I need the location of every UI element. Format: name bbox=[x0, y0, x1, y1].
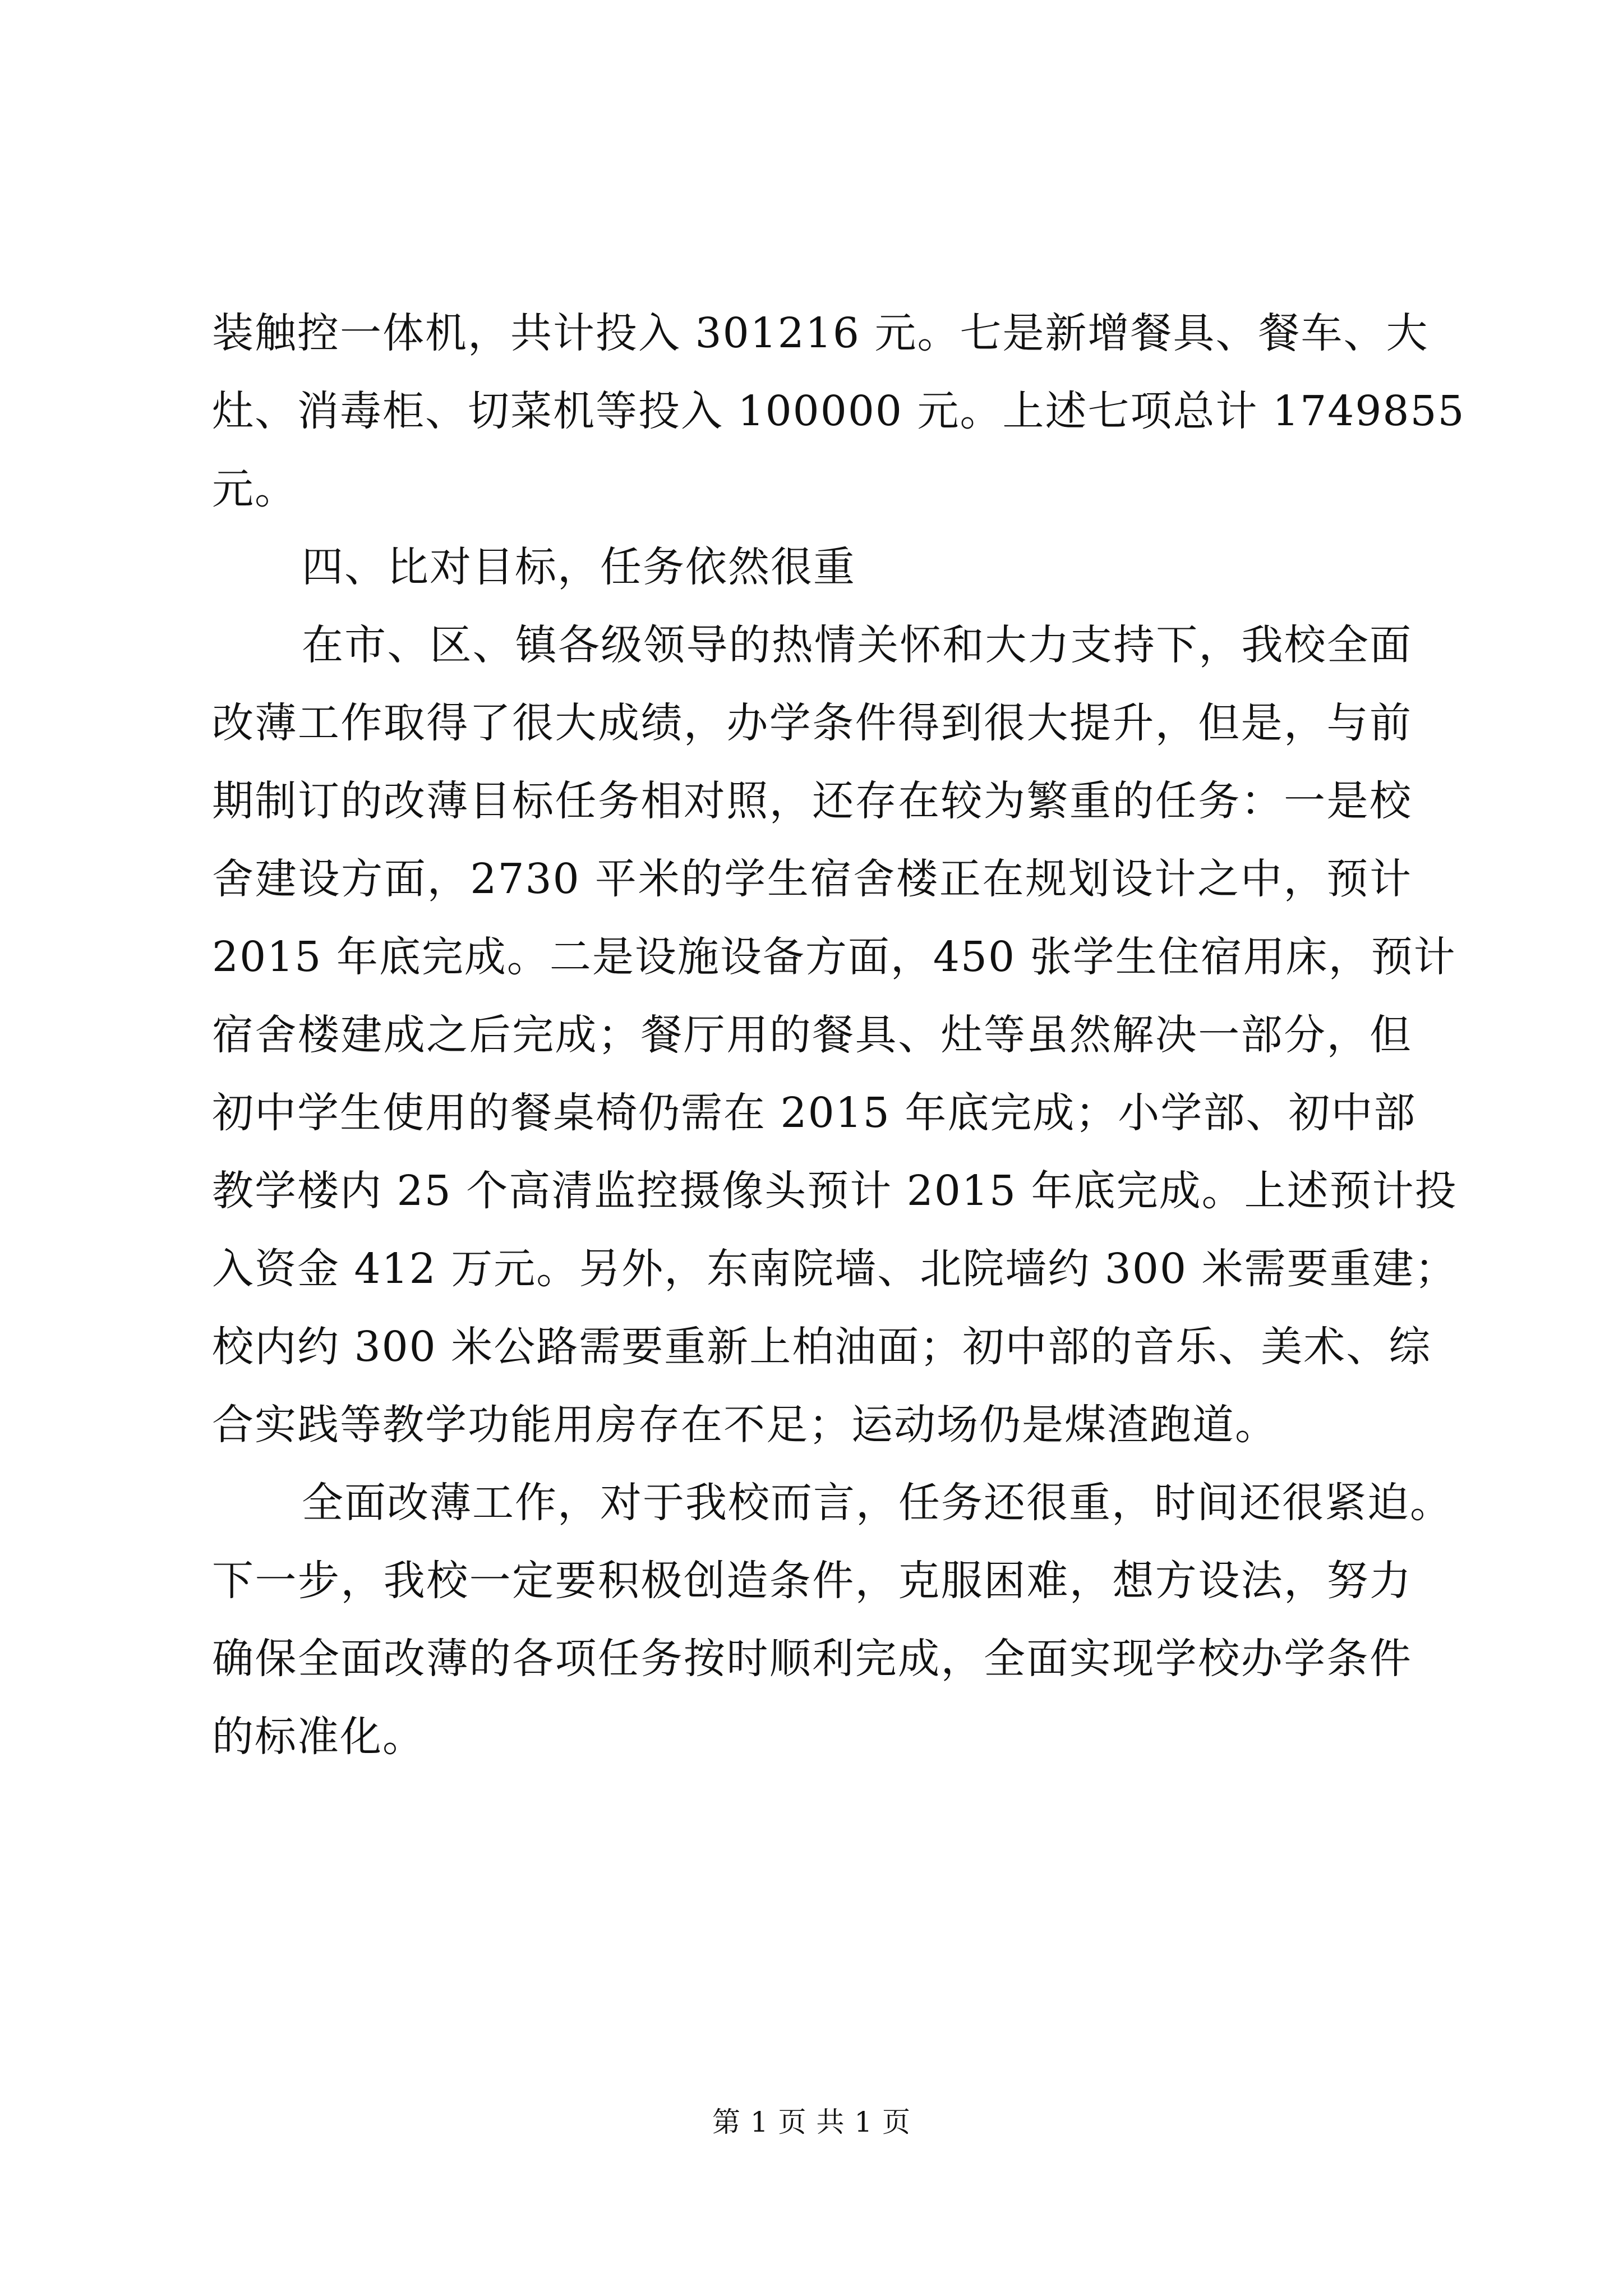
text-line: 确保全面改薄的各项任务按时顺利完成，全面实现学校办学条件 bbox=[212, 1635, 1412, 1683]
text-line: 灶、消毒柜、切菜机等投入 100000 元。上述七项总计 1749855 bbox=[212, 387, 1465, 435]
text-line: 装触控一体机，共计投入 301216 元。七是新增餐具、餐车、大 bbox=[212, 309, 1429, 357]
text-line: 全面改薄工作，对于我校而言，任务还很重，时间还很紧迫。 bbox=[302, 1479, 1453, 1527]
text-line: 入资金 412 万元。另外，东南院墙、北院墙约 300 米需要重建； bbox=[212, 1245, 1458, 1293]
text-line: 下一步，我校一定要积极创造条件，克服困难，想方设法，努力 bbox=[212, 1557, 1412, 1605]
text-line: 2015 年底完成。二是设施设备方面，450 张学生住宿用床，预计 bbox=[212, 933, 1456, 981]
text-line: 改薄工作取得了很大成绩，办学条件得到很大提升，但是，与前 bbox=[212, 699, 1412, 747]
text-line: 舍建设方面，2730 平米的学生宿舍楼正在规划设计之中，预计 bbox=[212, 855, 1412, 903]
text-line: 期制订的改薄目标任务相对照，还存在较为繁重的任务：一是校 bbox=[212, 777, 1412, 825]
text-line: 的标准化。 bbox=[212, 1713, 425, 1761]
text-line: 在市、区、镇各级领导的热情关怀和大力支持下，我校全面 bbox=[302, 621, 1412, 669]
section-heading: 四、比对目标，任务依然很重 bbox=[302, 543, 856, 591]
text-line: 教学楼内 25 个高清监控摄像头预计 2015 年底完成。上述预计投 bbox=[212, 1167, 1458, 1215]
text-line: 合实践等教学功能用房存在不足；运动场仍是煤渣跑道。 bbox=[212, 1401, 1278, 1449]
page-footer: 第 1 页 共 1 页 bbox=[712, 2106, 911, 2138]
text-line: 校内约 300 米公路需要重新上柏油面；初中部的音乐、美术、综 bbox=[212, 1323, 1432, 1371]
document-body bbox=[212, 295, 1465, 1776]
text-line: 初中学生使用的餐桌椅仍需在 2015 年底完成；小学部、初中部 bbox=[212, 1089, 1417, 1137]
text-line: 宿舍楼建成之后完成；餐厅用的餐具、灶等虽然解决一部分，但 bbox=[212, 1011, 1412, 1059]
text-line: 元。 bbox=[212, 465, 297, 513]
